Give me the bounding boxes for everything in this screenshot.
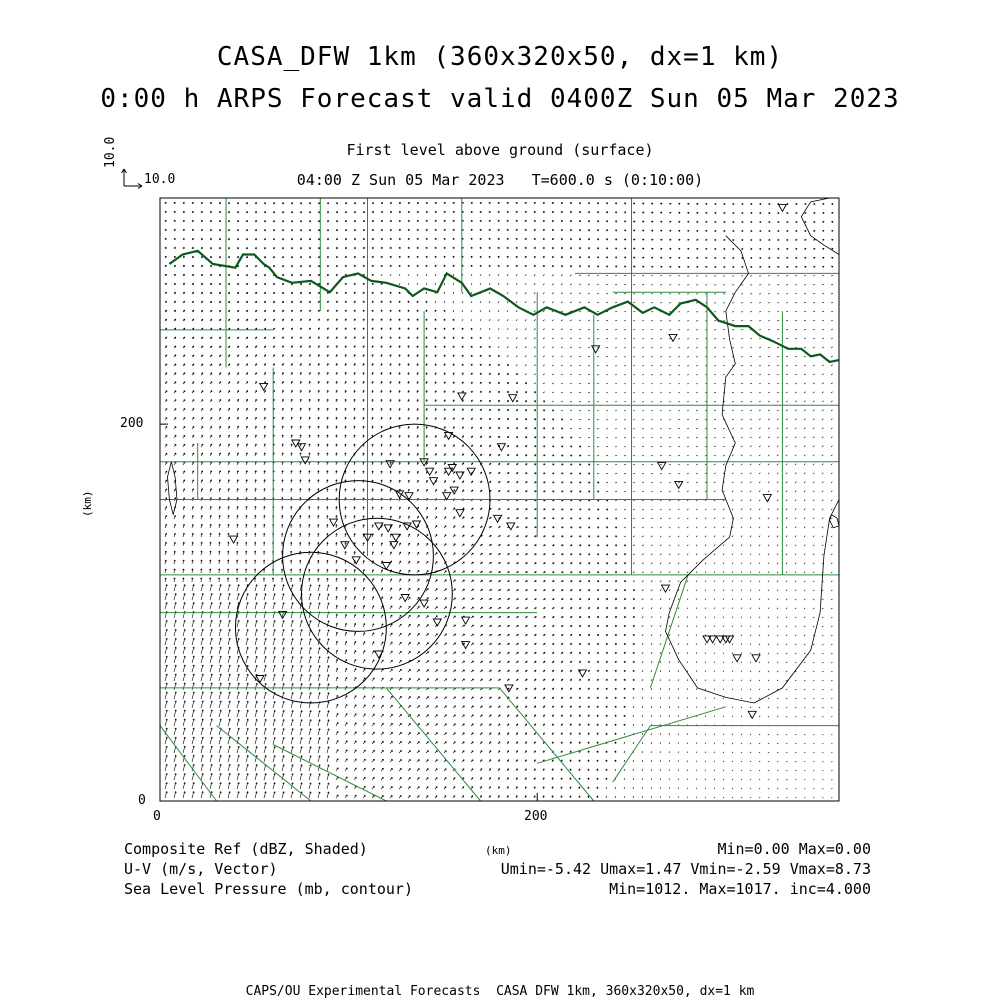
station-marker <box>709 636 717 643</box>
county-line <box>273 745 386 802</box>
station-marker <box>462 642 470 649</box>
station-marker <box>230 536 238 543</box>
station-marker <box>352 557 360 564</box>
legend-composite-ref-range: Min=0.00 Max=0.00 <box>717 840 871 858</box>
station-marker <box>443 493 451 500</box>
station-marker <box>497 444 505 451</box>
station-marker <box>733 655 741 662</box>
vector-key-vertical-label: 10.0 <box>103 136 118 168</box>
station-marker <box>392 534 400 541</box>
station-marker <box>703 636 711 643</box>
legend-uv-range: Umin=-5.42 Umax=1.47 Vmin=-2.59 Vmax=8.73 <box>500 860 871 878</box>
station-marker <box>341 542 349 549</box>
level-subtitle: First level above ground (surface) <box>346 141 654 159</box>
county-line <box>217 726 311 801</box>
vector-key-horizontal-arrow <box>124 184 142 189</box>
legend-uv: U-V (m/s, Vector) <box>124 860 278 878</box>
plot-title-line1: CASA_DFW 1km (360x320x50, dx=1 km) <box>216 42 784 72</box>
station-marker <box>494 515 502 522</box>
radar-ring <box>283 481 434 632</box>
station-marker <box>413 521 421 528</box>
station-marker <box>458 393 466 400</box>
county-boundaries <box>160 198 839 801</box>
lake-outline <box>168 462 178 515</box>
station-marker <box>420 600 428 607</box>
county-line <box>500 688 594 801</box>
plot-title-line2: 0:00 h ARPS Forecast valid 0400Z Sun 05 Mar 2023 <box>100 84 900 114</box>
radar-ring <box>302 518 453 669</box>
station-marker <box>456 510 464 517</box>
station-marker <box>298 444 306 451</box>
vector-key-vertical-arrow <box>122 169 127 186</box>
county-line <box>386 688 480 801</box>
x-tick-0: 0 <box>153 809 161 824</box>
county-line <box>160 726 217 801</box>
legend-slp: Sea Level Pressure (mb, contour) <box>124 880 413 898</box>
legend-slp-range: Min=1012. Max=1017. inc=4.000 <box>609 880 871 898</box>
station-marker <box>778 204 786 211</box>
vector-key-arrows <box>122 169 143 189</box>
station-marker <box>401 595 409 602</box>
station-marker <box>462 617 470 624</box>
station-marker <box>658 463 666 470</box>
station-marker <box>509 395 517 402</box>
x-tick-200: 200 <box>524 809 548 824</box>
station-marker <box>763 495 771 502</box>
station-marker <box>256 676 264 683</box>
x-axis-unit: (km) <box>485 844 512 857</box>
station-marker <box>752 655 760 662</box>
y-tick-0: 0 <box>138 793 146 808</box>
state-border <box>169 251 839 362</box>
vector-key-horizontal-label: 10.0 <box>144 172 176 187</box>
footer-credit: CAPS/OU Experimental Forecasts CASA DFW 1km, 360x320x50, dx=1 km <box>245 984 755 999</box>
lake-outline <box>830 515 839 528</box>
station-marker <box>662 585 670 592</box>
lake-outline <box>801 198 839 255</box>
y-tick-200: 200 <box>120 416 144 431</box>
station-marker <box>301 457 309 464</box>
county-line <box>613 726 651 783</box>
station-marker <box>748 711 756 718</box>
time-subtitle: 04:00 Z Sun 05 Mar 2023 T=600.0 s (0:10:00) <box>296 171 704 189</box>
station-marker <box>592 346 600 353</box>
station-marker <box>260 383 268 390</box>
legend-composite-ref: Composite Ref (dBZ, Shaded) <box>124 840 368 858</box>
station-marker <box>669 334 677 341</box>
station-marker <box>716 636 724 643</box>
y-axis-unit: (km) <box>81 490 94 517</box>
lake-outline <box>666 236 840 703</box>
